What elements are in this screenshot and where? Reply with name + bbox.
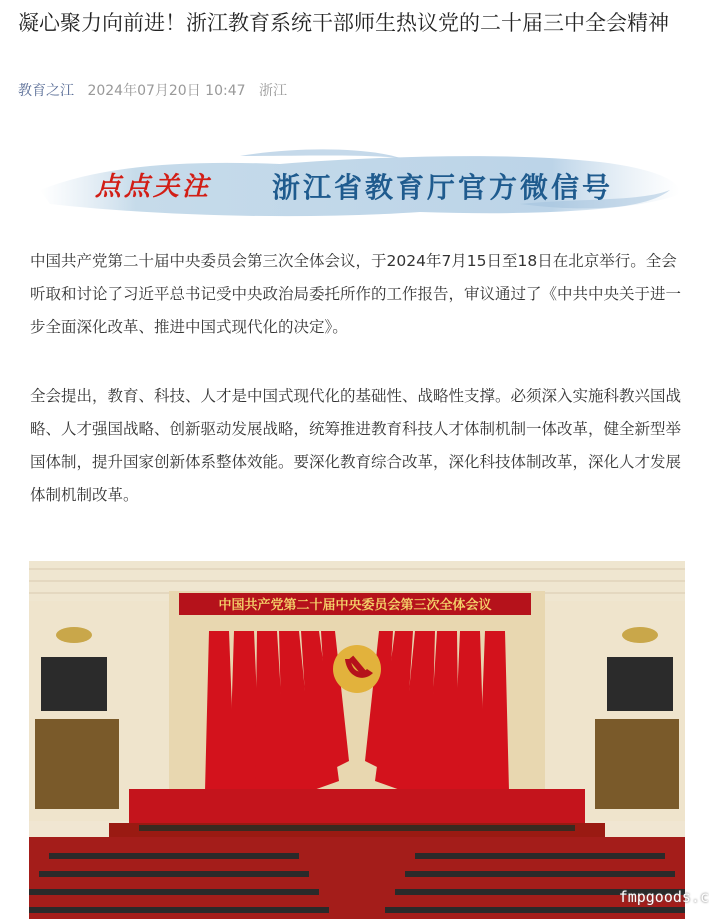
source-link[interactable]: 教育之江: [18, 83, 74, 99]
right-screen: [607, 657, 673, 711]
plenary-session-photo: [29, 561, 685, 919]
publish-datetime: 2024年07月20日 10:47: [87, 83, 246, 99]
watermark-text: fmpgoods.c: [618, 888, 709, 906]
publish-location: 浙江: [258, 83, 287, 99]
body-paragraph-2: 全会提出，教育、科技、人才是中国式现代化的基础性、战略性支撑。必须深入实施科教兴国战略、人才强国战略、创新驱动发展战略，统筹推进教育科技人才体制机制一体改革，健全新型举国体制，提升国家创新体系整体效能。要深化教育综合改革，深化科技体制改革，深化人才发展体制机制改革。: [30, 387, 682, 504]
banner-account-text: 浙江省教育厅官方微信号: [272, 171, 614, 204]
body-paragraph-1: 中国共产党第二十届中央委员会第三次全体会议，于2024年7月15日至18日在北京举行。全会听取和讨论了习近平总书记受中央政治局委托所作的工作报告，审议通过了《中共中央关于进一步全面深化改革、推进中国式现代化的决定》。: [30, 252, 682, 336]
article-meta: [18, 80, 296, 100]
banner-follow-text: 点点关注: [95, 172, 212, 202]
left-screen: [41, 657, 107, 711]
follow-banner: [40, 146, 682, 228]
article-title: 凝心聚力向前进！浙江教育系统干部师生热议党的二十届三中全会精神: [18, 11, 669, 35]
hall-illustration: [29, 561, 685, 919]
stage-banner-text: 中国共产党第二十届中央委员会第三次全体会议: [218, 598, 492, 613]
